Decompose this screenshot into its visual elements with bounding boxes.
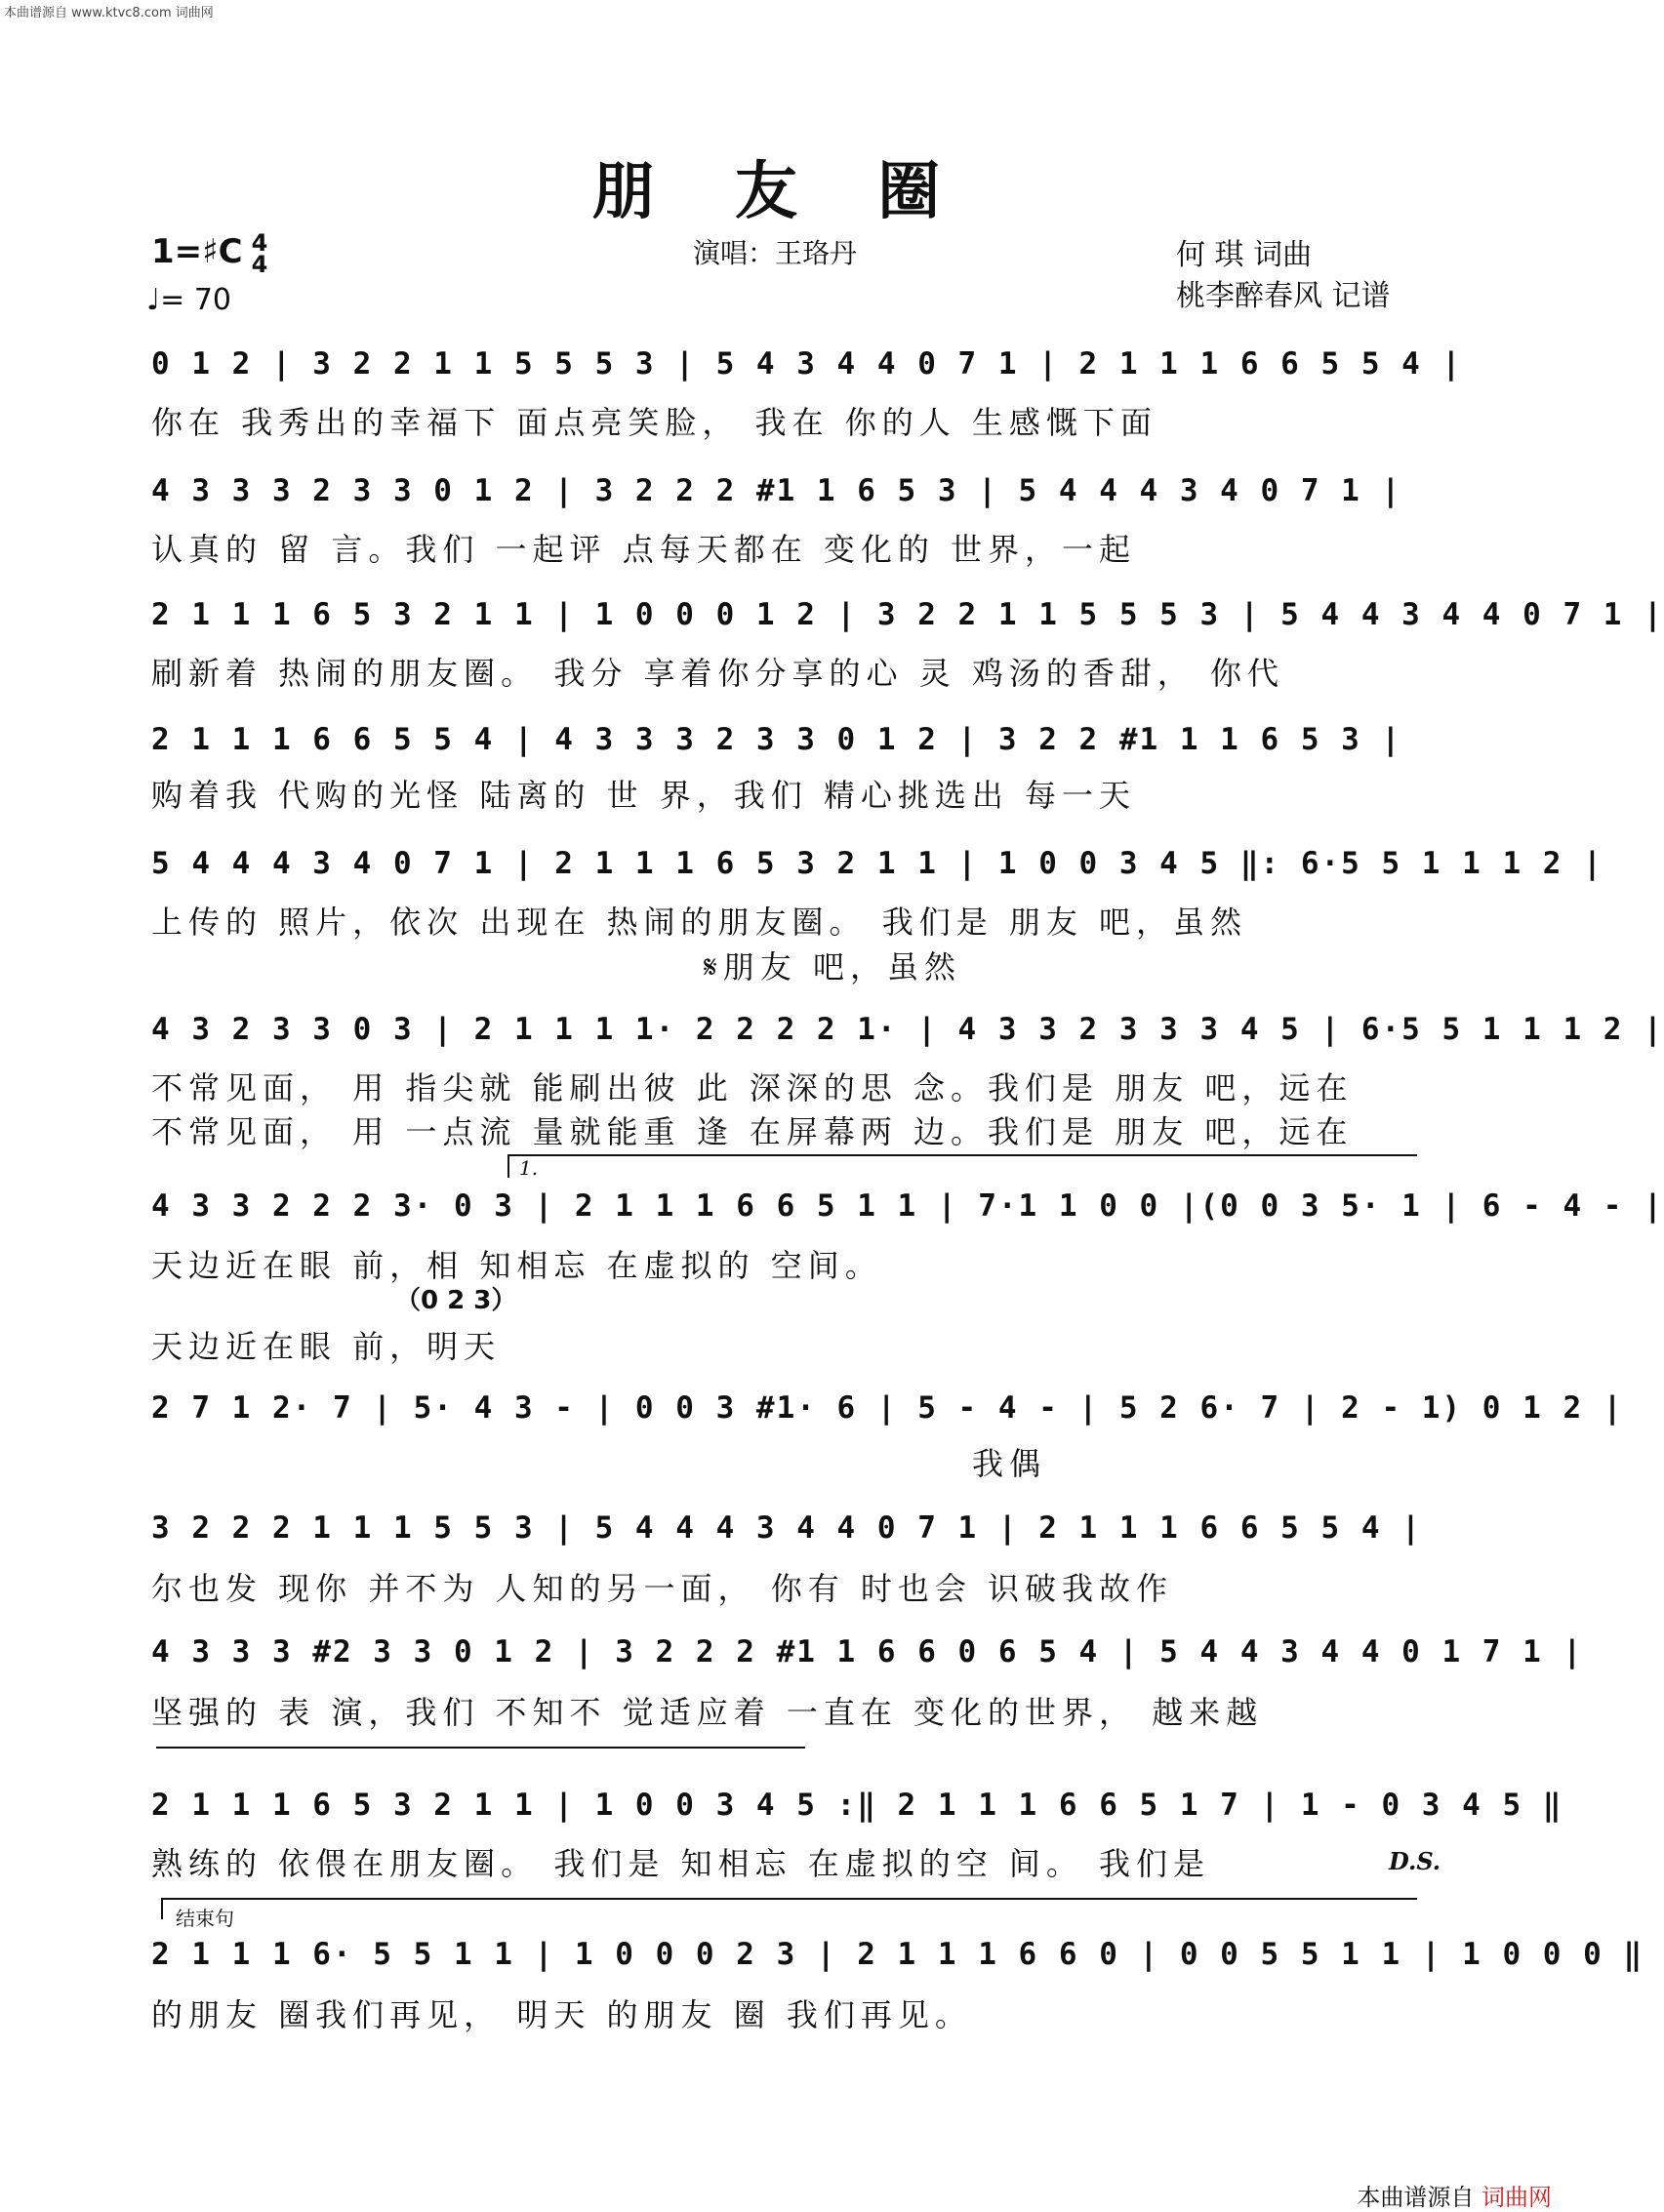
- notation-line-3: 2 1 1 1 6 5 3 2 1 1 | 1 0 0 0 1 2 | 3 2 2 1 1 5 5 5 3 | 5 4 4 3 4 4 0 7 1 |: [151, 597, 1664, 632]
- notation-line-7: 4 3 3 2 2 2 3· 0 3 | 2 1 1 1 6 6 5 1 1 | 7·1 1 0 0 |(0 0 3 5· 1 | 6 - 4 - |: [151, 1188, 1664, 1224]
- key-signature: 1=♯C: [151, 232, 243, 271]
- time-signature: [246, 229, 273, 278]
- song-title: 朋 友 圈: [591, 155, 970, 228]
- lyric-line-7: 天边近在眼 前，相 知相忘 在虚拟的 空间。: [151, 1247, 882, 1284]
- lyric-line-3: 刷新着 热闹的朋友圈。 我分 享着你分享的心 灵 鸡汤的香甜， 你代: [151, 655, 1285, 692]
- repeat-bracket-line: [156, 1747, 805, 1770]
- time-signature-bottom: 4: [251, 251, 268, 278]
- notation-line-12: 2 1 1 1 6· 5 5 1 1 | 1 0 0 0 2 3 | 2 1 1 1 6 6 0 | 0 0 5 5 1 1 | 1 0 0 0 ‖: [151, 1937, 1644, 1972]
- notation-line-5: 5 4 4 4 3 4 0 7 1 | 2 1 1 1 6 5 3 2 1 1 | 1 0 0 3 4 5 ‖: 6·5 5 1 1 1 2 |: [151, 846, 1603, 881]
- volta-number: 1.: [519, 1156, 539, 1180]
- notation-line-2: 4 3 3 3 2 3 3 0 1 2 | 3 2 2 2 #1 1 6 5 3 | 5 4 4 4 3 4 0 7 1 |: [151, 473, 1402, 508]
- notation-line-1: 0 1 2 | 3 2 2 1 1 5 5 5 3 | 5 4 3 4 4 0 7 1 | 2 1 1 1 6 6 5 5 4 |: [151, 346, 1463, 382]
- lyric-line-6-verse2: 不常见面， 用 一点流 量就能重 逢 在屏幕两 边。我们是 朋友 吧，远在: [151, 1113, 1354, 1150]
- notation-line-4: 2 1 1 1 6 6 5 5 4 | 4 3 3 3 2 3 3 0 1 2 | 3 2 2 #1 1 1 6 5 3 |: [151, 722, 1402, 757]
- source-watermark-bottom: [1357, 2178, 1552, 2212]
- lyric-line-9: 尔也发 现你 并不为 人知的另一面， 你有 时也会 识破我故作: [151, 1570, 1174, 1607]
- ending-phrase-label: 结束句: [176, 1907, 234, 1930]
- notation-line-6: 4 3 2 3 3 0 3 | 2 1 1 1 1· 2 2 2 2 1· | 4 3 3 2 3 3 3 4 5 | 6·5 5 1 1 1 2 |: [151, 1012, 1664, 1047]
- dal-segno-marking: D.S.: [1389, 1847, 1441, 1875]
- watermark-bottom-red: 词曲网: [1481, 2184, 1552, 2211]
- volta-bracket: [507, 1154, 1417, 1178]
- lyricist-composer-credit: 何 琪 词曲: [1176, 238, 1313, 272]
- transcriber-credit: 桃李醉春风 记谱: [1176, 279, 1391, 313]
- time-signature-top: 4: [251, 229, 268, 257]
- lyric-line-11: 熟练的 依偎在朋友圈。 我们是 知相忘 在虚拟的空 间。 我们是: [151, 1845, 1211, 1882]
- lyric-line-7-alt: 天边近在眼 前，明天: [151, 1328, 502, 1365]
- ending-phrase-bracket: [161, 1898, 1417, 1919]
- lyric-line-5-segno: 𝄋朋友 吧，虽然: [151, 948, 961, 985]
- source-watermark-top: 本曲谱源自 www.ktvc8.com 词曲网: [4, 6, 214, 20]
- lyric-line-4: 购着我 代购的光怪 陆离的 世 界，我们 精心挑选出 每一天: [151, 777, 1137, 814]
- lyric-line-6-verse1: 不常见面， 用 指尖就 能刷出彼 此 深深的思 念。我们是 朋友 吧，远在: [151, 1069, 1354, 1106]
- lyric-line-1: 你在 我秀出的幸福下 面点亮笑脸， 我在 你的人 生感慨下面: [151, 404, 1157, 441]
- lyric-line-2: 认真的 留 言。我们 一起评 点每天都在 变化的 世界，一起: [151, 531, 1137, 568]
- lyric-line-8: 我偶: [151, 1445, 1046, 1482]
- lyric-line-5: 上传的 照片，依次 出现在 热闹的朋友圈。 我们是 朋友 吧，虽然: [151, 904, 1248, 941]
- lyric-line-12: 的朋友 圈我们再见， 明天 的朋友 圈 我们再见。: [151, 1996, 972, 2033]
- alternate-notes: （0 2 3）: [395, 1286, 517, 1315]
- notation-line-9: 3 2 2 2 1 1 1 5 5 3 | 5 4 4 4 3 4 4 0 7 1 | 2 1 1 1 6 6 5 5 4 |: [151, 1510, 1422, 1546]
- watermark-bottom-black: 本曲谱源自: [1357, 2184, 1475, 2211]
- lyric-line-10: 坚强的 表 演，我们 不知不 觉适应着 一直在 变化的世界， 越来越: [151, 1694, 1264, 1731]
- notation-line-10: 4 3 3 3 #2 3 3 0 1 2 | 3 2 2 2 #1 1 6 6 0 6 5 4 | 5 4 4 3 4 4 0 1 7 1 |: [151, 1634, 1584, 1669]
- tempo-marking: ♩= 70: [146, 283, 231, 317]
- singer-credit: 演唱：王珞丹: [693, 237, 858, 269]
- notation-line-11: 2 1 1 1 6 5 3 2 1 1 | 1 0 0 3 4 5 :‖ 2 1 1 1 6 6 5 1 7 | 1 - 0 3 4 5 ‖: [151, 1788, 1563, 1823]
- notation-line-8: 2 7 1 2· 7 | 5· 4 3 - | 0 0 3 #1· 6 | 5 - 4 - | 5 2 6· 7 | 2 - 1) 0 1 2 |: [151, 1390, 1624, 1426]
